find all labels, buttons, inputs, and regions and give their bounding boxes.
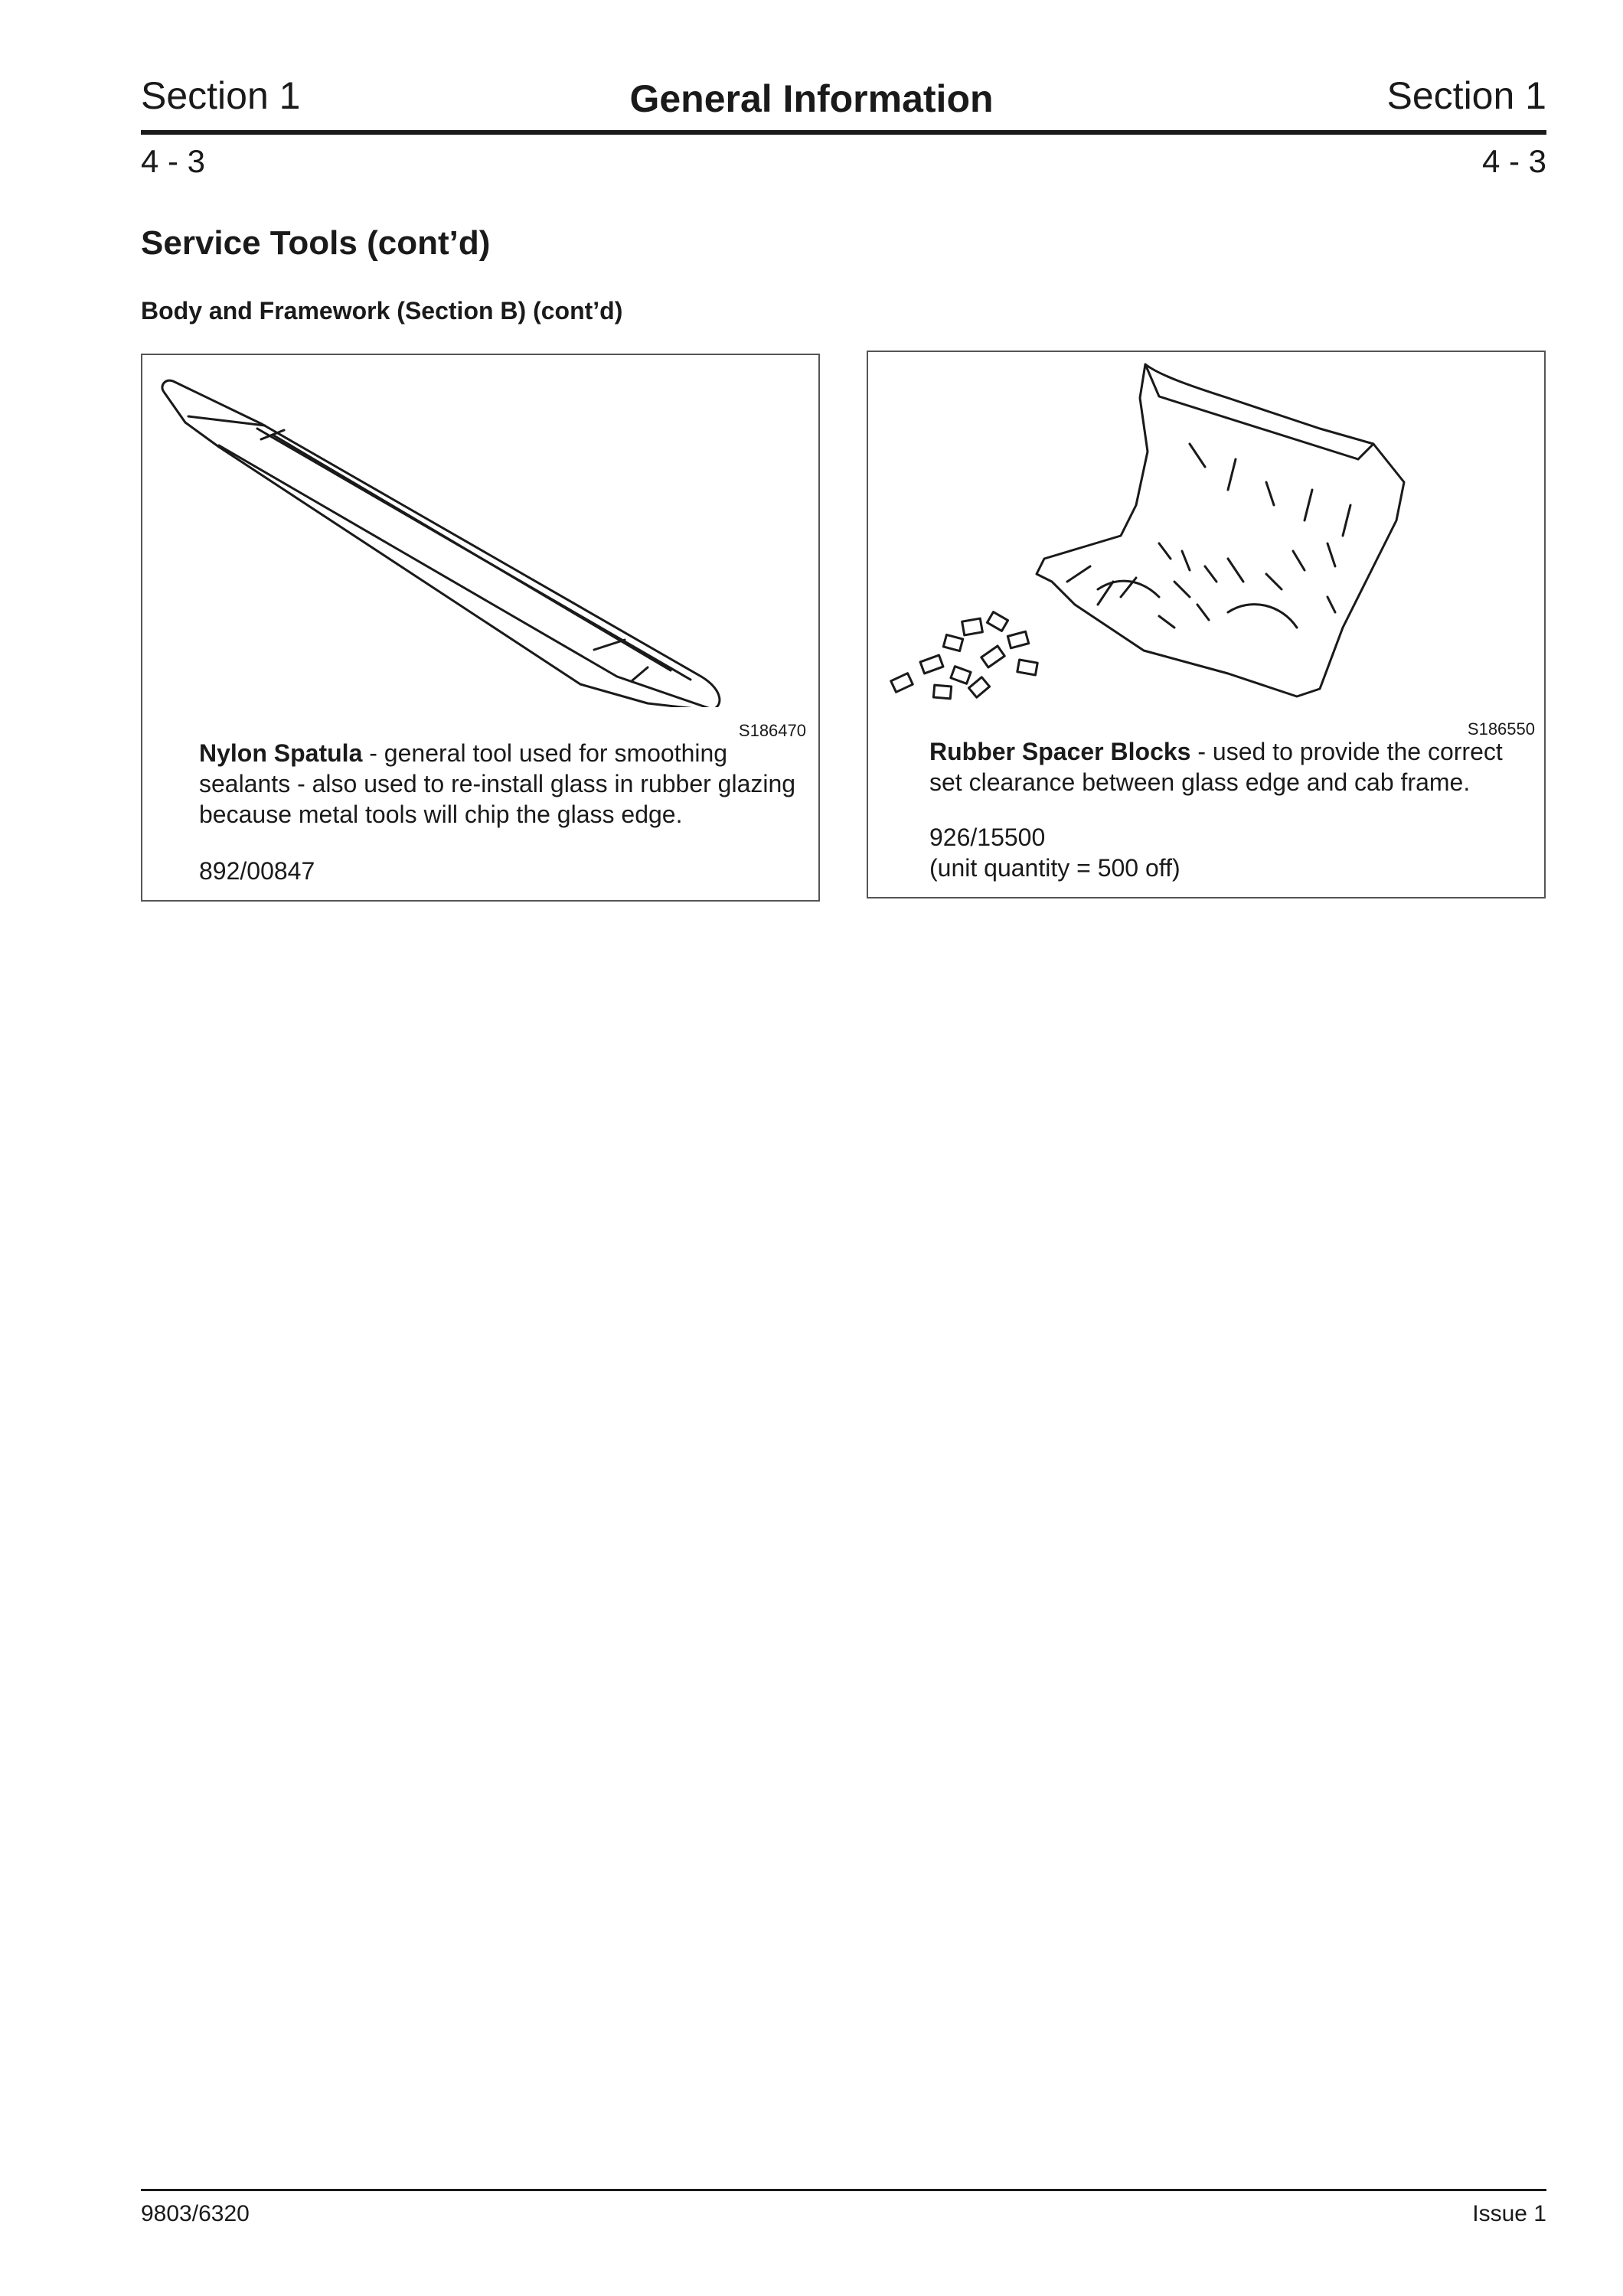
section-title: Service Tools (cont’d) xyxy=(141,224,491,262)
header-title: General Information xyxy=(629,77,994,120)
page-number-left: 4 - 3 xyxy=(141,143,206,179)
tool-card-nylon-spatula xyxy=(141,354,820,902)
header-rule xyxy=(141,130,1546,135)
header-section-left: Section 1 xyxy=(141,74,301,117)
tool-description-text: - used to provide the correct set clearance between glass edge and cab frame. xyxy=(929,738,1503,796)
part-number: 892/00847 xyxy=(199,857,315,885)
tool-description-text: - general tool used for smoothing sealants - also used to re-install glass in rubber glazing because metal tools will chip the glass edge. xyxy=(199,739,796,828)
page-number-right: 4 - 3 xyxy=(1481,143,1546,179)
footer-issue: Issue 1 xyxy=(1472,2201,1546,2226)
header-section-right: Section 1 xyxy=(1386,74,1546,117)
figure-reference: S186550 xyxy=(1467,719,1535,739)
tool-card-rubber-spacer-blocks xyxy=(867,351,1546,899)
tool-description xyxy=(199,738,812,830)
subsection-title: Body and Framework (Section B) (cont’d) xyxy=(141,297,623,325)
unit-quantity-note: (unit quantity = 500 off) xyxy=(929,854,1181,882)
tool-description xyxy=(929,736,1542,797)
rubber-spacer-blocks-illustration xyxy=(868,352,1544,704)
footer-document-number: 9803/6320 xyxy=(141,2201,250,2226)
nylon-spatula-illustration xyxy=(142,355,818,707)
tool-name: Rubber Spacer Blocks xyxy=(929,738,1191,765)
figure-reference: S186470 xyxy=(738,721,806,740)
tool-name: Nylon Spatula xyxy=(199,739,363,767)
footer-rule xyxy=(141,2189,1546,2191)
part-number: 926/15500 xyxy=(929,823,1046,851)
